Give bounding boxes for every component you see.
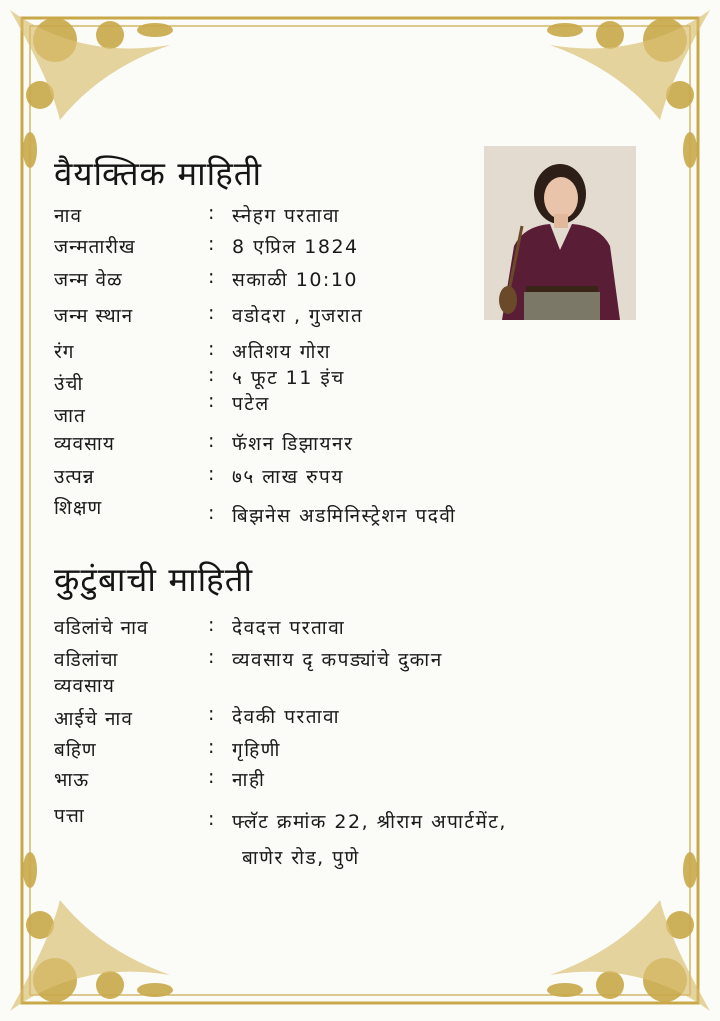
colon: : (208, 703, 215, 725)
row-mother-name (54, 703, 674, 731)
label-education: शिक्षण (54, 497, 103, 519)
colon: : (208, 502, 215, 524)
corner-ornament-top-right (547, 10, 710, 168)
value-sister: गृहिणी (232, 739, 281, 761)
value-address-line2: बाणेर रोड, पुणे (242, 847, 360, 869)
value-brother: नाही (232, 769, 266, 791)
value-name: स्नेहग परतावा (232, 205, 340, 227)
label-address: पत्ता (54, 805, 85, 827)
personal-info-title: वैयक्तिक माहिती (54, 154, 263, 193)
label-dob: जन्मतारीख (54, 236, 136, 258)
colon: : (208, 614, 215, 636)
label-complexion: रंग (54, 341, 75, 363)
family-info-title: कुटुंबाची माहिती (54, 560, 254, 599)
value-dob: 8 एप्रिल 1824 (232, 236, 359, 258)
colon: : (208, 766, 215, 788)
corner-ornament-bottom-left (10, 852, 173, 1011)
label-father-name: वडिलांचे नाव (54, 617, 149, 639)
profile-photo (484, 146, 636, 320)
colon: : (208, 736, 215, 758)
value-occupation: फॅशन डिझायनर (232, 433, 354, 455)
value-education: बिझनेस अडमिनिस्ट्रेशन पदवी (232, 505, 457, 527)
colon: : (208, 302, 215, 324)
value-complexion: अतिशय गोरा (232, 341, 332, 363)
row-occupation (54, 430, 674, 458)
corner-ornament-top-left (10, 10, 173, 168)
colon: : (208, 202, 215, 224)
colon: : (208, 390, 215, 412)
colon: : (208, 364, 215, 386)
value-income: ७५ लाख रुपय (232, 466, 344, 488)
value-birth-time: सकाळी 10:10 (232, 269, 359, 291)
row-education (54, 494, 674, 527)
row-brother (54, 766, 674, 794)
row-sister (54, 736, 674, 764)
label-birth-time: जन्म वेळ (54, 269, 123, 291)
row-address (54, 802, 674, 872)
label-caste: जात (54, 405, 86, 427)
label-name: नाव (54, 205, 83, 227)
label-birth-place: जन्म स्थान (54, 305, 134, 327)
row-caste (54, 390, 674, 427)
value-father-occupation: व्यवसाय दृ कपड्यांचे दुकान (232, 649, 443, 671)
colon: : (208, 463, 215, 485)
label-occupation: व्यवसाय (54, 433, 115, 455)
value-address-line1: फ्लॅट क्रमांक 22, श्रीराम अपार्टमेंट, (232, 811, 507, 833)
row-complexion (54, 338, 674, 366)
colon: : (208, 430, 215, 452)
label-mother-name: आईचे नाव (54, 708, 133, 730)
row-father-name (54, 614, 674, 642)
label-brother: भाऊ (54, 769, 90, 791)
row-father-occupation (54, 646, 674, 696)
value-mother-name: देवकी परतावा (232, 706, 341, 728)
corner-ornament-bottom-right (547, 852, 710, 1011)
value-father-name: देवदत्त परतावा (232, 617, 346, 639)
row-height (54, 364, 674, 395)
value-caste: पटेल (232, 393, 270, 415)
colon: : (208, 266, 215, 288)
label-income: उत्पन्न (54, 466, 95, 488)
woman-portrait-icon (484, 146, 636, 320)
colon: : (208, 233, 215, 255)
value-birth-place: वडोदरा , गुजरात (232, 305, 364, 327)
label-height: उंची (54, 373, 84, 395)
row-income (54, 463, 674, 491)
colon: : (208, 646, 215, 668)
label-father-occupation: वडिलांचा (54, 649, 119, 671)
colon: : (208, 338, 215, 360)
label-father-occupation-line2: व्यवसाय (54, 675, 115, 697)
colon: : (208, 808, 215, 830)
value-height: ५ फूट 11 इंच (232, 367, 345, 389)
label-sister: बहिण (54, 739, 97, 761)
